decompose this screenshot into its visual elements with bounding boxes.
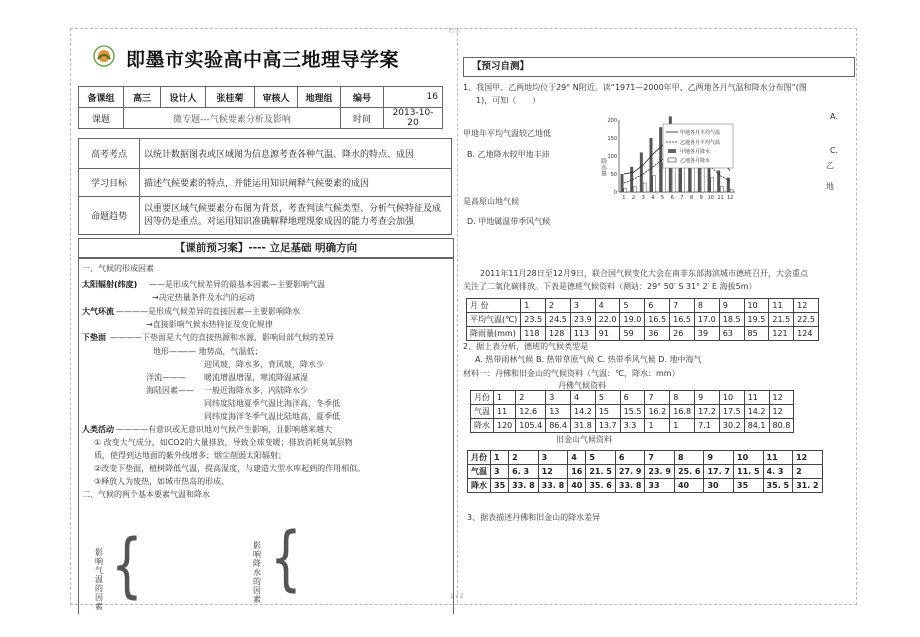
table-row bbox=[467, 327, 819, 341]
info-cell: 编号 bbox=[341, 87, 384, 108]
time-label: 时间 bbox=[341, 108, 384, 129]
table-cell: 月份 bbox=[471, 391, 494, 405]
goal-row bbox=[79, 197, 452, 235]
table-caption: 丹佛气候资料 bbox=[558, 381, 606, 390]
table-cell: 1 bbox=[645, 419, 670, 433]
table-cell: 13.7 bbox=[595, 419, 620, 433]
chart-y-tick: 150 bbox=[607, 136, 617, 142]
table-cell: 12 bbox=[769, 391, 794, 405]
table-cell: 17.0 bbox=[694, 313, 719, 327]
school-logo-icon bbox=[93, 45, 115, 67]
table-cell: 19.5 bbox=[744, 313, 769, 327]
goal-text: 以统计数据图表或区域图为信息源考查各种气温、降水的特点、成因 bbox=[140, 139, 452, 169]
table-cell: 7 bbox=[645, 391, 670, 405]
table-cell: 7 bbox=[645, 451, 675, 465]
question-text: 3、据表描述丹佛和旧金山的降水差异 bbox=[467, 513, 601, 522]
factor-text: 一般近海降水多，内陆降水少 bbox=[204, 386, 308, 395]
table-cell: 11 bbox=[769, 299, 794, 313]
table-cell: 3 bbox=[570, 299, 595, 313]
paragraph-text: 关注了二氧化碳排放。下表是德班气候资料（测站：29° 50′ S 31° 2′ E 海拔5m） bbox=[463, 282, 757, 291]
chart-y-tick: 50 bbox=[610, 172, 617, 178]
table-cell: 12 bbox=[538, 465, 568, 479]
table-cell: 降雨量(mm) bbox=[467, 327, 521, 341]
table-cell: 9 bbox=[695, 391, 720, 405]
legend-entry: 乙地各月平均气温 bbox=[680, 140, 721, 146]
table-cell: 6 bbox=[620, 391, 645, 405]
table-cell: 30 bbox=[704, 479, 734, 493]
jia-rain-bar bbox=[621, 174, 624, 192]
goal-label: 学习目标 bbox=[79, 169, 140, 197]
table-cell: 14.2 bbox=[571, 405, 596, 419]
table-cell: 33 bbox=[645, 479, 675, 493]
option-text: B. 乙地降水较甲地丰沛 bbox=[467, 150, 550, 159]
preview-heading: 【课前预习案】---- 立足基础 明确方向 bbox=[78, 238, 454, 258]
option-text: 地 bbox=[826, 182, 834, 191]
table-cell: 124 bbox=[794, 327, 819, 341]
table-cell: 9 bbox=[704, 451, 734, 465]
table-cell: 16.5 bbox=[645, 313, 670, 327]
table-cell: 气温 bbox=[468, 465, 491, 479]
table-cell: 31. 2 bbox=[793, 479, 823, 493]
table-cell: 113 bbox=[570, 327, 595, 341]
info-cell: 地理组 bbox=[298, 87, 341, 108]
table-cell: 6. 3 bbox=[509, 465, 539, 479]
table-cell: 4. 3 bbox=[763, 465, 793, 479]
info-row bbox=[79, 108, 443, 129]
chart-x-tick: 5 bbox=[660, 195, 665, 201]
factor-text: ③释放人为废热，如城市热岛的形成。 bbox=[94, 477, 230, 486]
info-table bbox=[78, 86, 443, 129]
table-cell: 5 bbox=[595, 391, 620, 405]
table-cell: 59 bbox=[620, 327, 645, 341]
topic-value: 微专题---气候要素分析及影响 bbox=[124, 108, 341, 129]
factor-label: 人类活动 bbox=[82, 425, 114, 434]
table-cell: 36 bbox=[645, 327, 670, 341]
table-row bbox=[468, 465, 823, 479]
table-cell: 118 bbox=[521, 327, 546, 341]
table-cell: 35. 5 bbox=[763, 479, 793, 493]
chart-y-tick: 200 bbox=[607, 118, 617, 124]
factor-label: 下垫面 bbox=[82, 333, 106, 342]
page-footer: 1 / 2 bbox=[450, 593, 464, 600]
table-row bbox=[468, 479, 823, 493]
jia-rain-bar bbox=[708, 167, 711, 192]
chart-x-tick: 2 bbox=[631, 195, 636, 201]
legend-entry: 甲地各月降水 bbox=[680, 149, 711, 155]
table-cell: 86.4 bbox=[546, 419, 571, 433]
question-text: 1、我国甲、乙两地均位于29° N附近。读“1971—2000年甲、乙两地各月气温和降水分布图”(图 bbox=[463, 83, 807, 92]
yi-rain-bar bbox=[711, 178, 714, 192]
topic-label: 课题 bbox=[79, 108, 124, 129]
yi-rain-bar bbox=[720, 187, 723, 192]
denver-table bbox=[470, 390, 794, 433]
chart-y-tick: 0 bbox=[613, 190, 617, 196]
header-mark: 精品 bbox=[448, 28, 461, 35]
table-cell: 16 bbox=[568, 465, 586, 479]
table-cell: 16.8 bbox=[670, 405, 695, 419]
factor-text: 同纬度陆地夏季气温比海洋高，冬季低 bbox=[204, 399, 340, 408]
table-cell: 22.5 bbox=[794, 313, 819, 327]
table-cell: 85 bbox=[744, 327, 769, 341]
table-cell: 25. 6 bbox=[674, 465, 704, 479]
chart-legend bbox=[663, 124, 733, 168]
table-cell: 15.5 bbox=[620, 405, 645, 419]
section-heading: 二、气候的两个基本要素气温和降水 bbox=[82, 490, 210, 499]
table-cell: 5 bbox=[586, 451, 616, 465]
goal-row bbox=[79, 169, 452, 197]
table-cell: 7 bbox=[670, 299, 695, 313]
factor-text: ————是形成气候差异的直接因素—主要影响降水 bbox=[116, 307, 300, 316]
table-cell: 9 bbox=[719, 299, 744, 313]
table-cell: 2 bbox=[509, 451, 539, 465]
factor-label: 海陆因素—— bbox=[146, 386, 194, 395]
table-cell: 8 bbox=[670, 391, 695, 405]
info-cell: 16 bbox=[384, 87, 443, 108]
table-cell: 35. 6 bbox=[586, 479, 616, 493]
table-cell: 21. 5 bbox=[586, 465, 616, 479]
factor-text: 暖流增温增湿，寒流降温减湿 bbox=[204, 373, 308, 382]
yi-rain-bar bbox=[643, 183, 646, 192]
table-cell: 7.1 bbox=[695, 419, 720, 433]
table-cell: 23. 9 bbox=[645, 465, 675, 479]
table-cell: 3.3 bbox=[620, 419, 645, 433]
factor-text: 同纬度海洋冬季气温比陆地高，夏季低 bbox=[204, 412, 340, 421]
option-text: D. 甲地属温带季风气候 bbox=[467, 217, 551, 226]
table-cell: 105.4 bbox=[516, 419, 546, 433]
table-cell: 1 bbox=[521, 299, 546, 313]
table-cell: 35 bbox=[734, 479, 764, 493]
table-cell: 6 bbox=[645, 299, 670, 313]
chart-x-tick: 1 bbox=[622, 195, 626, 201]
table-row bbox=[471, 405, 794, 419]
jia-rain-bar bbox=[640, 152, 643, 192]
table-cell: 63 bbox=[719, 327, 744, 341]
factor-label: 大气环流 bbox=[82, 307, 114, 316]
table-cell: 月份 bbox=[468, 451, 491, 465]
table-cell: 11 bbox=[494, 405, 516, 419]
material-text: 材料一：丹佛和旧金山的气候资料（气温：℃，降水：mm） bbox=[463, 369, 680, 378]
brace-icon: { bbox=[270, 517, 302, 599]
table-cell: 5 bbox=[620, 299, 645, 313]
table-cell: 11. 5 bbox=[734, 465, 764, 479]
factor-text: ②改变下垫面，植树降低气温，提高湿度，与建造大型水库起到的作用相似。 bbox=[94, 464, 366, 473]
table-row bbox=[468, 451, 823, 465]
chart-y-label: 降水量 bbox=[599, 158, 607, 176]
table-cell: 1 bbox=[491, 451, 509, 465]
chart-x-tick: 9 bbox=[699, 195, 703, 201]
legend-entry: 乙地各月降水 bbox=[680, 158, 711, 164]
table-cell: 2 bbox=[546, 299, 571, 313]
table-cell: 1 bbox=[494, 391, 516, 405]
option-letter: A. bbox=[830, 112, 838, 121]
table-cell: 4 bbox=[568, 451, 586, 465]
table-cell: 33. 8 bbox=[509, 479, 539, 493]
table-cell: 18.5 bbox=[719, 313, 744, 327]
table-cell: 3 bbox=[538, 451, 568, 465]
table-cell: 降水 bbox=[471, 419, 494, 433]
yi-rain-bar bbox=[730, 189, 733, 192]
table-cell: 2 bbox=[793, 465, 823, 479]
goal-label: 命题趋势 bbox=[79, 197, 140, 235]
table-cell: 21.5 bbox=[769, 313, 794, 327]
table-cell: 11 bbox=[744, 391, 769, 405]
option-text: 是高原山地气候 bbox=[463, 197, 519, 206]
factor-text: →决定热量条件及水汽的运动 bbox=[152, 293, 255, 302]
table-cell: 月 份 bbox=[467, 299, 521, 313]
table-cell: 14.2 bbox=[744, 405, 769, 419]
info-cell: 审核人 bbox=[255, 87, 298, 108]
yi-rain-bar bbox=[624, 188, 627, 192]
factor-text: ——是形成气候差异的最基本因素—主要影响气温 bbox=[149, 280, 325, 289]
chart-x-tick: 7 bbox=[680, 195, 684, 201]
table-cell: 4 bbox=[571, 391, 596, 405]
option-text: 甲地年平均气温较乙地低 bbox=[463, 129, 551, 138]
table-cell: 30.2 bbox=[719, 419, 744, 433]
goal-label: 高考考点 bbox=[79, 139, 140, 169]
info-row bbox=[79, 87, 443, 108]
table-cell: 39 bbox=[694, 327, 719, 341]
jia-rain-bar bbox=[727, 178, 730, 192]
goal-text: 以重要区域气候要素分布图为背景，考查判读气候类型、分析气候特征及成因等仍是重点。对运用知识准确解释地理现象成因的能力考查会加强 bbox=[140, 197, 452, 235]
table-cell: 15 bbox=[595, 405, 620, 419]
table-cell: 128 bbox=[546, 327, 571, 341]
table-cell: 10 bbox=[719, 391, 744, 405]
option-letter: C. bbox=[830, 146, 839, 155]
table-cell: 23.5 bbox=[521, 313, 546, 327]
table-cell: 3 bbox=[491, 465, 509, 479]
table-row bbox=[467, 313, 819, 327]
factor-text: ————下垫面是大气的直接热源和水源，影响局部气候的差异 bbox=[110, 333, 334, 342]
option-text: 乙 bbox=[826, 161, 834, 170]
factor-text: 质，使得到达地面的紫外线增多；烟尘削弱太阳辐射； bbox=[94, 451, 286, 460]
table-cell: 8 bbox=[674, 451, 704, 465]
legend-entry: 甲地各月平均气温 bbox=[680, 130, 721, 136]
info-cell: 高三 bbox=[124, 87, 161, 108]
chart-x-tick: 12 bbox=[726, 195, 734, 201]
options-text: A. 热带雨林气候 B. 热带草原气候 C. 热带季风气候 D. 地中海气 bbox=[475, 355, 702, 364]
chart-x-tick: 8 bbox=[689, 195, 694, 201]
yi-rain-bar bbox=[633, 187, 636, 192]
table-cell: 17. 7 bbox=[704, 465, 734, 479]
table-cell: 91 bbox=[595, 327, 620, 341]
goal-text: 描述气候要素的特点，并能运用知识阐释气候要素的成因 bbox=[140, 169, 452, 197]
table-cell: 10 bbox=[744, 299, 769, 313]
table-cell: 17.5 bbox=[719, 405, 744, 419]
table-cell: 80.8 bbox=[769, 419, 794, 433]
info-cell: 设计人 bbox=[161, 87, 206, 108]
factor-text: 迎风坡，降水多，背风坡，降水少 bbox=[204, 360, 324, 369]
column-divider bbox=[457, 28, 458, 603]
table-cell: 23.9 bbox=[570, 313, 595, 327]
table-cell: 121 bbox=[769, 327, 794, 341]
table-cell: 19.0 bbox=[620, 313, 645, 327]
factor-label: 洋流——— bbox=[146, 373, 186, 382]
question-text: 2、据上表分析，德班的气候类型是 bbox=[463, 342, 589, 351]
factor-label: 地形—— bbox=[153, 347, 185, 356]
table-cell: 10 bbox=[734, 451, 764, 465]
table-cell: 2 bbox=[516, 391, 546, 405]
chart-x-tick: 3 bbox=[641, 195, 645, 201]
table-cell: 33. 8 bbox=[615, 479, 645, 493]
page-title: 即墨市实验高中高三地理导学案 bbox=[126, 49, 400, 71]
factor-temp-vertical: 影响气温的因素 bbox=[95, 548, 103, 611]
sf-table bbox=[467, 450, 823, 493]
table-cell: 33. 8 bbox=[538, 479, 568, 493]
table-cell: 4 bbox=[595, 299, 620, 313]
climate-chart bbox=[599, 116, 753, 202]
table-row bbox=[467, 299, 819, 313]
durban-table bbox=[466, 298, 819, 341]
table-cell: 1 bbox=[670, 419, 695, 433]
table-cell: 26 bbox=[670, 327, 695, 341]
self-test-heading: 【预习自测】 bbox=[463, 57, 855, 77]
table-cell: 35 bbox=[491, 479, 509, 493]
chart-x-tick: 10 bbox=[707, 195, 715, 201]
question-text: 1)，可知（ ） bbox=[476, 96, 541, 105]
table-cell: 16.5 bbox=[670, 313, 695, 327]
info-cell: 张桂菊 bbox=[206, 87, 255, 108]
table-cell: 3 bbox=[546, 391, 571, 405]
table-cell: 13 bbox=[546, 405, 571, 419]
goals-table bbox=[78, 138, 452, 235]
table-cell: 40 bbox=[568, 479, 586, 493]
factor-text: →直接影响气候水热特征及变化规律 bbox=[146, 320, 273, 329]
table-cell: 11 bbox=[763, 451, 793, 465]
date-value: 2013-10-20 bbox=[384, 108, 443, 129]
table-row bbox=[471, 419, 794, 433]
table-cell: 40 bbox=[674, 479, 704, 493]
table-cell: 24.5 bbox=[546, 313, 571, 327]
factor-rain-vertical: 影响降水的因素 bbox=[253, 541, 261, 604]
jia-rain-bar bbox=[650, 138, 653, 192]
table-cell: 120 bbox=[494, 419, 516, 433]
table-cell: 平均气温(℃) bbox=[467, 313, 521, 327]
table-cell: 气温 bbox=[471, 405, 494, 419]
table-cell: 12 bbox=[794, 299, 819, 313]
jia-rain-bar bbox=[659, 127, 662, 192]
factor-label: 太阳辐射(纬度) bbox=[82, 280, 138, 289]
table-row bbox=[471, 391, 794, 405]
chart-y-tick: 100 bbox=[607, 154, 617, 160]
goal-row bbox=[79, 139, 452, 169]
paragraph-text: 2011年11月28日至12月9日，联合国气候变化大会在南非东部海滨城市德班召开，大会重点 bbox=[480, 269, 808, 278]
info-cell: 备课组 bbox=[79, 87, 124, 108]
table-cell: 31.8 bbox=[571, 419, 596, 433]
chart-x-tick: 6 bbox=[670, 195, 674, 201]
chart-x-tick: 11 bbox=[717, 195, 724, 201]
table-cell: 27. 9 bbox=[615, 465, 645, 479]
factor-text: ————有意识或无意识地对气候产生影响，且影响越来越大 bbox=[116, 425, 332, 434]
factor-text: ① 改变大气成分，如CO2的大量排放，导致全球变暖；排放消耗臭氧层物 bbox=[94, 438, 353, 447]
table-cell: 12 bbox=[769, 405, 794, 419]
table-cell: 6 bbox=[615, 451, 645, 465]
chart-x-tick: 4 bbox=[651, 195, 655, 201]
table-cell: 8 bbox=[694, 299, 719, 313]
table-cell: 16.2 bbox=[645, 405, 670, 419]
table-cell: 降水 bbox=[468, 479, 491, 493]
table-cell: 17.2 bbox=[695, 405, 720, 419]
table-cell: 12.6 bbox=[516, 405, 546, 419]
table-cell: 22.0 bbox=[595, 313, 620, 327]
table-cell: 84.1 bbox=[744, 419, 769, 433]
table-caption: 旧金山气候资料 bbox=[556, 435, 612, 444]
factor-text: —— 地势高，气温低； bbox=[180, 347, 263, 356]
brace-icon: { bbox=[111, 524, 143, 606]
table-cell: 12 bbox=[793, 451, 823, 465]
section-heading: 一、气候的形成因素 bbox=[82, 264, 154, 273]
yi-rain-bar bbox=[653, 176, 656, 192]
